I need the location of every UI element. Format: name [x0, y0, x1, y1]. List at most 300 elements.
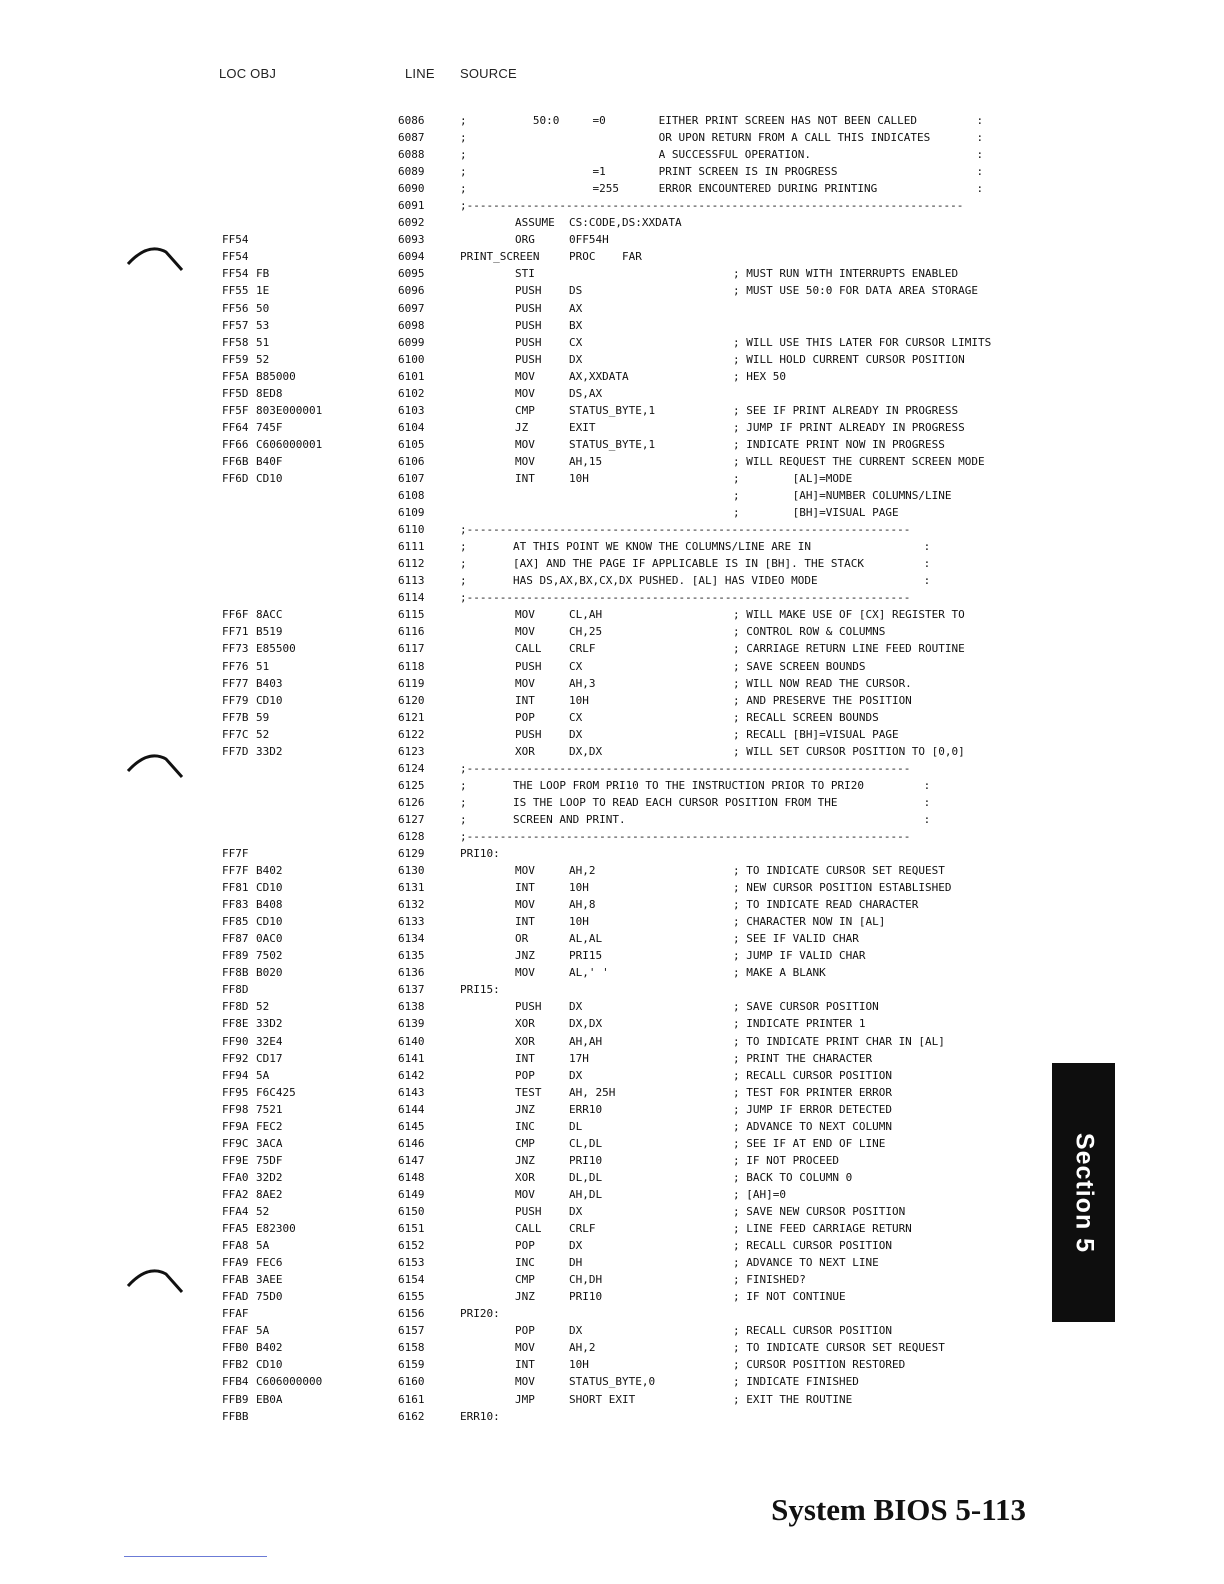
- listing-row: [0, 1339, 1020, 1356]
- listing-operand: DX,DX: [569, 1017, 603, 1031]
- listing-loc: FF54: [222, 267, 249, 281]
- listing-obj: 50: [256, 301, 270, 315]
- listing-operand: CH,DH: [569, 1273, 603, 1287]
- listing-line-number: 6141: [398, 1051, 425, 1065]
- listing-loc: FF7F: [222, 864, 249, 878]
- listing-comment: ; SAVE SCREEN BOUNDS: [733, 659, 866, 673]
- listing-comment: ; RECALL CURSOR POSITION: [733, 1068, 892, 1082]
- listing-operand: CRLF: [569, 642, 596, 656]
- listing-operand: DX: [569, 352, 583, 366]
- listing-loc: FF5A: [222, 369, 249, 383]
- listing-obj: CD10: [256, 881, 283, 895]
- listing-line-number: 6096: [398, 284, 425, 298]
- listing-row: [0, 1135, 1020, 1152]
- listing-line-number: 6094: [398, 250, 425, 264]
- listing-operand: PRI15: [569, 949, 603, 963]
- column-header-line: LINE: [405, 66, 435, 81]
- listing-comment: ; TO INDICATE CURSOR SET REQUEST: [733, 864, 945, 878]
- listing-opcode: PUSH: [515, 352, 542, 366]
- listing-line-number: 6130: [398, 864, 425, 878]
- listing-comment: ; BACK TO COLUMN 0: [733, 1170, 853, 1184]
- listing-line-number: 6099: [398, 335, 425, 349]
- listing-obj: CD10: [256, 471, 283, 485]
- listing-line-number: 6146: [398, 1136, 425, 1150]
- listing-loc: FF7B: [222, 710, 249, 724]
- listing-line-number: 6119: [398, 676, 425, 690]
- listing-comment: ; IF NOT PROCEED: [733, 1153, 839, 1167]
- listing-obj: B402: [256, 1341, 283, 1355]
- listing-obj: 5A: [256, 1324, 270, 1338]
- listing-row: [0, 692, 1020, 709]
- listing-row: [0, 998, 1020, 1015]
- listing-line-number: 6136: [398, 966, 425, 980]
- listing-opcode: POP: [515, 1239, 535, 1253]
- listing-label: PRI10:: [460, 847, 500, 861]
- listing-opcode: CALL: [515, 642, 542, 656]
- listing-label: ERR10:: [460, 1409, 500, 1423]
- listing-obj: 1E: [256, 284, 270, 298]
- listing-opcode: MOV: [515, 676, 535, 690]
- listing-obj: 32E4: [256, 1034, 283, 1048]
- listing-comment: ; WILL REQUEST THE CURRENT SCREEN MODE: [733, 454, 985, 468]
- listing-loc: FF9A: [222, 1119, 249, 1133]
- listing-comment: ; WILL SET CURSOR POSITION TO [0,0]: [733, 744, 965, 758]
- listing-obj: 52: [256, 352, 270, 366]
- listing-loc: FF7D: [222, 744, 249, 758]
- listing-line-number: 6159: [398, 1358, 425, 1372]
- listing-opcode: MOV: [515, 1187, 535, 1201]
- listing-line-number: 6150: [398, 1205, 425, 1218]
- listing-loc: FFA0: [222, 1170, 249, 1184]
- listing-line-number: 6131: [398, 881, 425, 895]
- listing-line-number: 6122: [398, 727, 425, 741]
- listing-operand: AX: [569, 301, 583, 315]
- listing-operand: DL,DL: [569, 1170, 603, 1184]
- listing-opcode: XOR: [515, 1170, 535, 1184]
- listing-row: [0, 589, 1020, 606]
- listing-line-number: 6156: [398, 1307, 425, 1321]
- listing-comment: ; WILL USE THIS LATER FOR CURSOR LIMITS: [733, 335, 992, 349]
- listing-row: [0, 1305, 1020, 1322]
- listing-opcode: OR: [515, 932, 529, 946]
- listing-row: [0, 675, 1020, 692]
- listing-obj: 53: [256, 318, 270, 332]
- listing-loc: FF79: [222, 693, 249, 707]
- listing-comment: ; MAKE A BLANK: [733, 966, 826, 980]
- listing-opcode: ASSUME: [515, 216, 555, 230]
- listing-row: [0, 504, 1020, 521]
- listing-operand: 17H: [569, 1051, 589, 1065]
- listing-line-number: 6127: [398, 812, 425, 826]
- column-header-source: SOURCE: [460, 66, 517, 81]
- listing-opcode: INC: [515, 1256, 535, 1270]
- listing-line-number: 6109: [398, 506, 425, 520]
- listing-comment: ; JUMP IF VALID CHAR: [733, 949, 866, 963]
- listing-comment-block: ;-------------------------------------------------------------------: [460, 523, 911, 537]
- listing-obj: 51: [256, 659, 270, 673]
- listing-line-number: 6155: [398, 1290, 425, 1304]
- listing-comment: ; CONTROL ROW & COLUMNS: [733, 625, 886, 639]
- listing-row: [0, 658, 1020, 675]
- page-footer: System BIOS 5-113: [771, 1492, 1026, 1527]
- listing-comment: ; JUMP IF PRINT ALREADY IN PROGRESS: [733, 420, 965, 434]
- listing-loc: FF73: [222, 642, 249, 656]
- listing-row: [0, 896, 1020, 913]
- listing-line-number: 6114: [398, 591, 425, 605]
- listing-row: [0, 436, 1020, 453]
- listing-row: [0, 1373, 1020, 1390]
- listing-loc: FF8E: [222, 1017, 249, 1031]
- listing-loc: FF76: [222, 659, 249, 673]
- listing-row: [0, 845, 1020, 862]
- listing-comment: ; JUMP IF ERROR DETECTED: [733, 1102, 892, 1116]
- listing-operand: DS: [569, 284, 583, 298]
- listing-operand: CS:CODE,DS:XXDATA: [569, 216, 682, 230]
- listing-line-number: 6162: [398, 1409, 425, 1423]
- listing-operand: 10H: [569, 693, 589, 707]
- listing-loc: FF7C: [222, 727, 249, 741]
- listing-comment: ; AND PRESERVE THE POSITION: [733, 693, 912, 707]
- listing-row: [0, 606, 1020, 623]
- listing-operand: PRI10: [569, 1153, 603, 1167]
- listing-comment-block: ; [AX] AND THE PAGE IF APPLICABLE IS IN [BH]. THE STACK :: [460, 557, 931, 571]
- listing-comment: ; EXIT THE ROUTINE: [733, 1392, 853, 1406]
- listing-line-number: 6088: [398, 148, 425, 162]
- listing-comment-block: ; HAS DS,AX,BX,CX,DX PUSHED. [AL] HAS VIDEO MODE :: [460, 574, 931, 588]
- listing-line-number: 6093: [398, 233, 425, 247]
- listing-row: [0, 879, 1020, 896]
- listing-opcode: INT: [515, 1358, 535, 1372]
- listing-operand: AH,3: [569, 676, 596, 690]
- listing-obj: 51: [256, 335, 270, 349]
- listing-comment-block: ; A SUCCESSFUL OPERATION. :: [460, 148, 984, 162]
- listing-operand: DX: [569, 1000, 583, 1014]
- listing-line-number: 6160: [398, 1375, 425, 1389]
- listing-loc: FF94: [222, 1068, 249, 1082]
- listing-row: [0, 811, 1020, 828]
- listing-opcode: MOV: [515, 898, 535, 912]
- listing-row: [0, 709, 1020, 726]
- listing-opcode: MOV: [515, 608, 535, 622]
- listing-operand: 10H: [569, 881, 589, 895]
- listing-loc: FFB0: [222, 1341, 249, 1355]
- listing-comment: ; WILL NOW READ THE CURSOR.: [733, 676, 912, 690]
- listing-opcode: CALL: [515, 1222, 542, 1236]
- listing-obj: 33D2: [256, 1017, 283, 1031]
- section-tab-label: Section 5: [1070, 1132, 1098, 1253]
- listing-row: [0, 1237, 1020, 1254]
- listing-opcode: INT: [515, 915, 535, 929]
- listing-row: [0, 146, 1020, 163]
- listing-comment: ; SEE IF PRINT ALREADY IN PROGRESS: [733, 403, 959, 417]
- listing-row: [0, 828, 1020, 845]
- listing-loc: FF64: [222, 420, 249, 434]
- listing-loc: FF90: [222, 1034, 249, 1048]
- listing-line-number: 6091: [398, 199, 425, 213]
- listing-row: [0, 1169, 1020, 1186]
- listing-loc: FF9C: [222, 1136, 249, 1150]
- listing-line-number: 6112: [398, 557, 425, 571]
- listing-comment: ; CARRIAGE RETURN LINE FEED ROUTINE: [733, 642, 965, 656]
- listing-line-number: 6161: [398, 1392, 425, 1406]
- listing-loc: FF83: [222, 898, 249, 912]
- listing-comment-block: ;-------------------------------------------------------------------: [460, 761, 911, 775]
- listing-comment: ; RECALL CURSOR POSITION: [733, 1324, 892, 1338]
- listing-line-number: 6148: [398, 1170, 425, 1184]
- listing-comment: ; [AL]=MODE: [733, 471, 853, 485]
- listing-loc: FF8D: [222, 983, 249, 997]
- listing-comment: ; IF NOT CONTINUE: [733, 1290, 846, 1304]
- listing-line-number: 6095: [398, 267, 425, 281]
- listing-opcode: INT: [515, 881, 535, 895]
- listing-comment-block: ; =255 ERROR ENCOUNTERED DURING PRINTING :: [460, 182, 984, 196]
- listing-comment: ; WILL MAKE USE OF [CX] REGISTER TO: [733, 608, 965, 622]
- listing-opcode: CMP: [515, 1273, 535, 1287]
- listing-operand: 10H: [569, 1358, 589, 1372]
- listing-row: [0, 1356, 1020, 1373]
- listing-operand: AH,15: [569, 454, 603, 468]
- listing-row: [0, 521, 1020, 538]
- listing-obj: 33D2: [256, 744, 283, 758]
- listing-loc: FF92: [222, 1051, 249, 1065]
- listing-comment-block: ; IS THE LOOP TO READ EACH CURSOR POSITION FROM THE :: [460, 795, 931, 809]
- listing-row: [0, 538, 1020, 555]
- listing-comment: ; TO INDICATE READ CHARACTER: [733, 898, 919, 912]
- listing-loc: FF81: [222, 881, 249, 895]
- listing-obj: FEC2: [256, 1119, 283, 1133]
- listing-opcode: PUSH: [515, 659, 542, 673]
- listing-loc: FF56: [222, 301, 249, 315]
- listing-row: [0, 862, 1020, 879]
- listing-line-number: 6115: [398, 608, 425, 622]
- listing-comment-block: ; OR UPON RETURN FROM A CALL THIS INDICATES :: [460, 131, 984, 145]
- listing-obj: 32D2: [256, 1170, 283, 1184]
- listing-loc: FFA9: [222, 1256, 249, 1270]
- listing-line-number: 6090: [398, 182, 425, 196]
- listing-opcode: PUSH: [515, 301, 542, 315]
- listing-operand: 10H: [569, 471, 589, 485]
- listing-obj: CD10: [256, 693, 283, 707]
- listing-line-number: 6113: [398, 574, 425, 588]
- listing-comment: ; [AH]=NUMBER COLUMNS/LINE: [733, 489, 952, 503]
- section-tab: [1052, 1063, 1115, 1322]
- listing-comment-block: ;---------------------------------------------------------------------------: [460, 199, 964, 213]
- listing-obj: CD10: [256, 1358, 283, 1372]
- column-header-loc-obj: LOC OBJ: [219, 66, 277, 81]
- listing-comment-block: ; =1 PRINT SCREEN IS IN PROGRESS :: [460, 165, 984, 179]
- listing-line-number: 6104: [398, 420, 425, 434]
- listing-obj: 7502: [256, 949, 283, 963]
- listing-row: [0, 1015, 1020, 1032]
- listing-opcode: JNZ: [515, 1102, 535, 1116]
- listing-row: [0, 180, 1020, 197]
- listing-line-number: 6138: [398, 1000, 425, 1014]
- listing-operand: SHORT EXIT: [569, 1392, 636, 1406]
- listing-row: [0, 419, 1020, 436]
- listing-loc: FF8B: [222, 966, 249, 980]
- listing-row: [0, 317, 1020, 334]
- listing-operand: 10H: [569, 915, 589, 929]
- listing-row: [0, 640, 1020, 657]
- listing-loc: FF6B: [222, 454, 249, 468]
- binder-hole-mark-top: [126, 244, 184, 272]
- listing-obj: C606000001: [256, 437, 323, 451]
- listing-opcode: PUSH: [515, 335, 542, 349]
- listing-line-number: 6134: [398, 932, 425, 946]
- listing-obj: 803E000001: [256, 403, 323, 417]
- listing-operand: DX: [569, 1068, 583, 1082]
- listing-opcode: ORG: [515, 233, 535, 247]
- listing-comment: ; [BH]=VISUAL PAGE: [733, 506, 899, 520]
- listing-operand: PRI10: [569, 1290, 603, 1304]
- listing-loc: FF95: [222, 1085, 249, 1099]
- listing-comment: ; SEE IF AT END OF LINE: [733, 1136, 886, 1150]
- listing-opcode: INT: [515, 693, 535, 707]
- listing-obj: 3AEE: [256, 1273, 283, 1287]
- listing-comment: ; HEX 50: [733, 369, 786, 383]
- listing-line-number: 6107: [398, 471, 425, 485]
- listing-obj: C606000000: [256, 1375, 323, 1389]
- listing-opcode: INT: [515, 1051, 535, 1065]
- listing-row: [0, 1322, 1020, 1339]
- listing-operand: DS,AX: [569, 386, 603, 400]
- listing-line-number: 6103: [398, 403, 425, 417]
- listing-comment: ; MUST RUN WITH INTERRUPTS ENABLED: [733, 267, 959, 281]
- listing-row: [0, 555, 1020, 572]
- listing-line-number: 6101: [398, 369, 425, 383]
- listing-operand: DX: [569, 1205, 583, 1218]
- listing-opcode: XOR: [515, 1034, 535, 1048]
- listing-opcode: CMP: [515, 403, 535, 417]
- listing-line-number: 6149: [398, 1187, 425, 1201]
- listing-opcode: INT: [515, 471, 535, 485]
- listing-loc: FF98: [222, 1102, 249, 1116]
- listing-obj: FB: [256, 267, 270, 281]
- listing-opcode: MOV: [515, 437, 535, 451]
- listing-line-number: 6143: [398, 1085, 425, 1099]
- listing-operand: CX: [569, 335, 583, 349]
- listing-line-number: 6105: [398, 437, 425, 451]
- listing-opcode: JMP: [515, 1392, 535, 1406]
- listing-loc: FF7F: [222, 847, 249, 861]
- listing-opcode: MOV: [515, 386, 535, 400]
- listing-loc: FFAD: [222, 1290, 249, 1304]
- listing-operand: 0FF54H: [569, 233, 609, 247]
- listing-comment-block: ; THE LOOP FROM PRI10 TO THE INSTRUCTION PRIOR TO PRI20 :: [460, 778, 931, 792]
- listing-opcode: MOV: [515, 864, 535, 878]
- listing-opcode: PUSH: [515, 284, 542, 298]
- listing-operand: DH: [569, 1256, 583, 1270]
- listing-loc: FFBB: [222, 1409, 249, 1423]
- listing-opcode: XOR: [515, 744, 535, 758]
- listing-operand: DX,DX: [569, 744, 603, 758]
- listing-comment: ; [AH]=0: [733, 1187, 786, 1201]
- listing-comment: ; NEW CURSOR POSITION ESTABLISHED: [733, 881, 952, 895]
- listing-row: [0, 1084, 1020, 1101]
- listing-comment-block: ; 50:0 =0 EITHER PRINT SCREEN HAS NOT BEEN CALLED :: [460, 114, 984, 127]
- listing-operand: STATUS_BYTE,1: [569, 437, 656, 451]
- listing-loc: FF87: [222, 932, 249, 946]
- listing-row: [0, 964, 1020, 981]
- listing-loc: FFA2: [222, 1187, 249, 1201]
- listing-operand: DX: [569, 727, 583, 741]
- listing-comment: ; CHARACTER NOW IN [AL]: [733, 915, 886, 929]
- listing-loc: FF9E: [222, 1153, 249, 1167]
- listing-line-number: 6118: [398, 659, 425, 673]
- listing-loc: FF6D: [222, 471, 249, 485]
- listing-opcode: TEST: [515, 1085, 542, 1099]
- listing-obj: B519: [256, 625, 283, 639]
- listing-opcode: PUSH: [515, 1000, 542, 1014]
- listing-obj: CD17: [256, 1051, 283, 1065]
- listing-comment: ; RECALL SCREEN BOUNDS: [733, 710, 879, 724]
- listing-line-number: 6123: [398, 744, 425, 758]
- listing-line-number: 6100: [398, 352, 425, 366]
- listing-loc: FF5D: [222, 386, 249, 400]
- listing-operand: AX,XXDATA: [569, 369, 629, 383]
- listing-line-number: 6087: [398, 131, 425, 145]
- listing-loc: FF54: [222, 250, 249, 264]
- listing-loc: FFB2: [222, 1358, 249, 1372]
- listing-line-number: 6153: [398, 1256, 425, 1270]
- listing-obj: 3ACA: [256, 1136, 283, 1150]
- listing-obj: FEC6: [256, 1256, 283, 1270]
- listing-opcode: MOV: [515, 1375, 535, 1389]
- listing-opcode: POP: [515, 1324, 535, 1338]
- listing-loc: FFB4: [222, 1375, 249, 1389]
- listing-opcode: POP: [515, 710, 535, 724]
- listing-line-number: 6110: [398, 523, 425, 537]
- listing-obj: 5A: [256, 1068, 270, 1082]
- listing-row: [0, 1033, 1020, 1050]
- listing-row: [0, 300, 1020, 317]
- listing-line-number: 6125: [398, 778, 425, 792]
- listing-operand: AH,2: [569, 864, 596, 878]
- listing-operand: STATUS_BYTE,0: [569, 1375, 656, 1389]
- listing-line-number: 6135: [398, 949, 425, 963]
- listing-operand: AL,AL: [569, 932, 603, 946]
- listing-row: [0, 981, 1020, 998]
- listing-row: [0, 487, 1020, 504]
- listing-row: [0, 453, 1020, 470]
- listing-obj: 5A: [256, 1239, 270, 1253]
- listing-operand: AH, 25H: [569, 1085, 616, 1099]
- listing-line-number: 6158: [398, 1341, 425, 1355]
- listing-row: [0, 1050, 1020, 1067]
- listing-loc: FF71: [222, 625, 249, 639]
- listing-opcode: XOR: [515, 1017, 535, 1031]
- listing-obj: EB0A: [256, 1392, 283, 1406]
- listing-row: [0, 913, 1020, 930]
- listing-comment: ; LINE FEED CARRIAGE RETURN: [733, 1222, 912, 1236]
- listing-line-number: 6142: [398, 1068, 425, 1082]
- listing-row: [0, 726, 1020, 743]
- listing-row: [0, 1203, 1020, 1220]
- listing-row: [0, 794, 1020, 811]
- listing-loc: FFAF: [222, 1307, 249, 1321]
- footer-rule: [124, 1556, 267, 1557]
- listing-obj: 52: [256, 1000, 270, 1014]
- listing-label: PRI15:: [460, 983, 500, 997]
- listing-obj: 0AC0: [256, 932, 283, 946]
- listing-line-number: 6106: [398, 454, 425, 468]
- listing-comment: ; WILL HOLD CURRENT CURSOR POSITION: [733, 352, 965, 366]
- listing-line-number: 6098: [398, 318, 425, 332]
- listing-line-number: 6128: [398, 829, 425, 843]
- listing-comment: ; SAVE CURSOR POSITION: [733, 1000, 879, 1014]
- listing-row: [0, 1152, 1020, 1169]
- listing-obj: 52: [256, 1205, 270, 1218]
